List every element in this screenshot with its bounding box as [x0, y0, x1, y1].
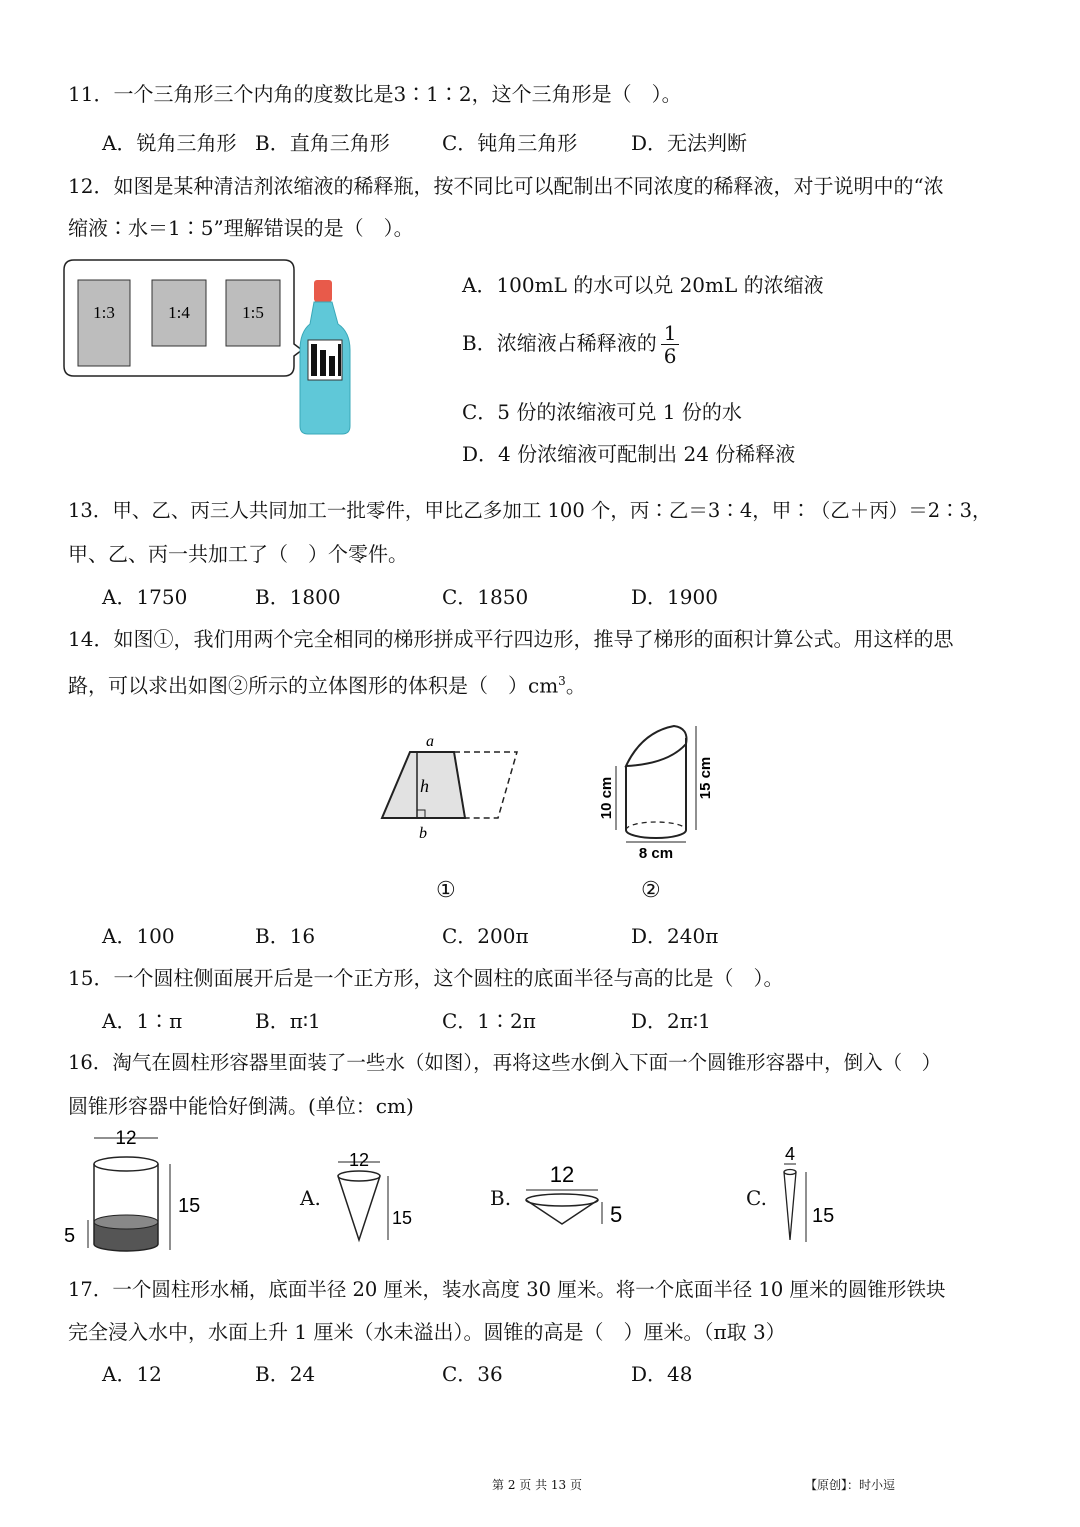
cone-c-figure: [772, 1140, 852, 1250]
q11-option-b: B．直角三角形: [255, 131, 390, 155]
q14-stem-line2: [68, 669, 586, 698]
label-8cm: 8 cm: [638, 845, 674, 862]
fraction-denominator: 6: [663, 344, 677, 368]
q17-option-a: A．12: [102, 1362, 162, 1386]
q14-stem-line2-end: 。: [565, 673, 586, 698]
q15-option-d: D．2π∶1: [631, 1009, 711, 1033]
q17-option-c: C．36: [442, 1362, 503, 1386]
cone-b-label-height: 5: [610, 1202, 623, 1227]
cone-a-label-height: 15: [392, 1208, 413, 1228]
q12-option-c: C．5 份的浓缩液可兑 1 份的水: [462, 400, 742, 424]
ratio-panel-1: [78, 280, 130, 366]
slanted-cylinder-figure: [592, 718, 722, 863]
q13-option-c: C．1850: [442, 585, 529, 609]
q16-stem-line1: 16．淘气在圆柱形容器里面装了一些水（如图），再将这些水倒入下面一个圆锥形容器中，倒入（ ）: [68, 1051, 942, 1074]
cyl-label-water: 5: [64, 1225, 76, 1247]
label-h: h: [420, 776, 429, 796]
ratio-label-3: 1:5: [242, 303, 264, 322]
q17-option-b: B．24: [255, 1362, 316, 1386]
cubic-superscript: 3: [558, 674, 566, 688]
cone-b-label-top: 12: [549, 1162, 575, 1187]
dashed-trapezoid-shape: [454, 752, 517, 818]
cone-c-label-top: 4: [784, 1144, 796, 1164]
fraction-numerator: 1: [661, 322, 680, 345]
cone-b-label: B.: [490, 1186, 512, 1210]
label-b: b: [419, 825, 427, 842]
cyl-label-height: 15: [178, 1195, 201, 1217]
q14-stem-line2-text: 路，可以求出如图②所示的立体图形的体积是（ ）cm: [68, 673, 559, 698]
cone-c-label: C.: [746, 1186, 767, 1210]
q13-option-d: D．1900: [631, 585, 718, 609]
q12-option-a: A．100mL 的水可以兑 20mL 的浓缩液: [462, 273, 824, 297]
q16-stem-line2: 圆锥形容器中能恰好倒满。(单位：cm): [68, 1094, 414, 1118]
q15-option-a: A．1∶π: [102, 1009, 183, 1033]
q13-option-b: B．1800: [255, 585, 341, 609]
ratio-label-1: 1:3: [93, 303, 115, 322]
q15-stem: 15．一个圆柱侧面展开后是一个正方形，这个圆柱的底面半径与高的比是（ ）。: [68, 966, 784, 990]
q12-stem-line1: 12．如图是某种清洁剂浓缩液的稀释瓶，按不同比可以配制出不同浓度的稀释液，对于说明中的“浓: [68, 174, 944, 198]
cone-a-rim: [338, 1171, 380, 1181]
cone-b-rim: [526, 1194, 598, 1206]
q12-option-b-text: B．浓缩液占稀释液的: [462, 331, 657, 355]
cone-c-label-height: 15: [812, 1205, 835, 1227]
q11-option-c: C．钝角三角形: [442, 131, 578, 155]
q14-stem-line1: 14．如图①，我们用两个完全相同的梯形拼成平行四边形，推导了梯形的面积计算公式。用这样的思: [68, 627, 954, 651]
q15-option-b: B．π∶1: [255, 1009, 321, 1033]
cyl-label-top: 12: [115, 1128, 137, 1149]
cone-b-figure: [520, 1152, 640, 1232]
trapezoid-parallelogram-figure: [372, 730, 532, 845]
q12-option-b: [462, 322, 679, 367]
q17-stem-line1: 17．一个圆柱形水桶，底面半径 20 厘米，装水高度 30 厘米。将一个底面半径 10 厘米的圆锥形铁块: [68, 1278, 946, 1301]
q14-option-b: B．16: [255, 924, 316, 948]
cone-a-label-top: 12: [348, 1150, 370, 1170]
q15-option-c: C．1∶2π: [442, 1009, 536, 1033]
bottom-front-arc: [626, 830, 686, 838]
q17-stem-line2: 完全浸入水中，水面上升 1 厘米（水未溢出）。圆锥的高是（ ）厘米。（π取 3）: [68, 1320, 786, 1344]
page-number: 第 2 页 共 13 页: [492, 1478, 582, 1492]
footer-credit: 【原创】：时小逗: [805, 1478, 896, 1492]
q11-stem: 11．一个三角形三个内角的度数比是3∶1∶2，这个三角形是（ ）。: [68, 82, 682, 106]
q13-option-a: A．1750: [102, 585, 188, 609]
cone-a-label: A.: [300, 1186, 321, 1210]
cyl-top-ellipse: [94, 1157, 158, 1171]
label-10cm: 10 cm: [598, 776, 615, 820]
cone-a-figure: [326, 1140, 426, 1250]
q17-option-d: D．48: [631, 1362, 693, 1386]
q13-stem-line1: 13．甲、乙、丙三人共同加工一批零件，甲比乙多加工 100 个，丙∶乙＝3∶4，甲∶（乙＋丙）＝2∶3，: [68, 499, 992, 522]
q12-option-d: D．4 份浓缩液可配制出 24 份稀释液: [462, 442, 796, 466]
slanted-top-ellipse: [626, 726, 687, 766]
cone-a-body: [338, 1176, 380, 1240]
cone-c-rim: [784, 1170, 796, 1175]
cone-c-body: [784, 1172, 796, 1240]
q11-option-d: D．无法判断: [631, 131, 748, 155]
ratio-label-2: 1:4: [168, 303, 190, 322]
caption-figure-1: ①: [436, 878, 456, 903]
q13-stem-line2: 甲、乙、丙一共加工了（ ）个零件。: [68, 542, 408, 566]
bottom-back-arc: [626, 822, 686, 830]
q14-option-a: A．100: [102, 924, 175, 948]
label-15cm: 15 cm: [697, 756, 714, 800]
q14-option-c: C．200π: [442, 924, 529, 948]
q14-option-d: D．240π: [631, 924, 719, 948]
label-a: a: [426, 733, 434, 750]
water-cylinder-figure: [60, 1124, 210, 1254]
water-surface: [94, 1215, 158, 1229]
bottle-icon: [300, 280, 350, 434]
caption-figure-2: ②: [641, 878, 661, 903]
fraction-one-sixth: [661, 322, 680, 367]
q12-stem-line2: 缩液∶水＝1∶5”理解错误的是（ ）。: [68, 216, 414, 240]
dilution-bottle-figure: [62, 258, 362, 438]
q11-option-a: A．锐角三角形: [102, 131, 237, 155]
